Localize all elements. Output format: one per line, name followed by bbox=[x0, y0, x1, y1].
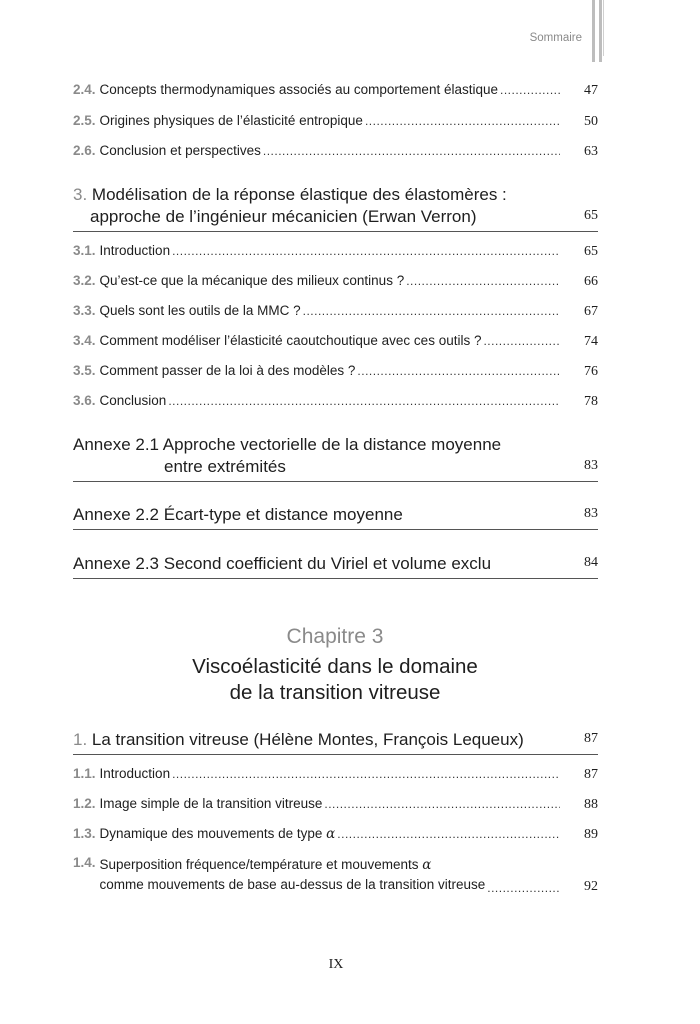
chapter-title bbox=[0, 654, 670, 706]
header-bar bbox=[603, 0, 604, 56]
chapter-label: Chapitre 3 bbox=[286, 625, 384, 648]
annexe-title: Annexe 2.3 Second coefficient du Viriel et volume exclu bbox=[73, 554, 492, 573]
section-number: 1. bbox=[73, 730, 88, 749]
leader-dots bbox=[483, 333, 560, 348]
annexe-title-line1: Annexe 2.1 Approche vectorielle de la distance moyenne bbox=[73, 435, 502, 454]
toc-entry-3-5[interactable]: 3.5. Comment passer de la loi à des modèles ? ..... 76 bbox=[73, 363, 598, 380]
leader-dots bbox=[168, 393, 560, 408]
leader-dots bbox=[337, 826, 560, 841]
page-number: IX bbox=[328, 957, 344, 972]
leader-dots bbox=[406, 273, 560, 288]
alpha-symbol: α bbox=[422, 857, 432, 873]
annexe-page: 83 bbox=[584, 506, 598, 521]
annexe-page: 83 bbox=[584, 458, 598, 473]
running-header: Sommaire bbox=[529, 32, 582, 44]
toc-annexe-2-2[interactable] bbox=[73, 504, 598, 530]
section-number: 3. bbox=[73, 185, 88, 204]
section-title-line1: Modélisation de la réponse élastique des élastomères : bbox=[91, 185, 507, 204]
toc-entry-1-4[interactable]: 1.4. Superposition fréquence/température et mouvements α comme mouvements de base au-dessus de la transition vitreuse ..... 92 bbox=[73, 855, 598, 895]
annexe-page: 84 bbox=[584, 555, 598, 570]
leader-dots bbox=[303, 303, 560, 318]
annexe-title-line2: entre extrémités bbox=[164, 457, 286, 476]
toc-entry-1-3[interactable]: 1.3. Dynamique des mouvements de type α ..... 89 bbox=[73, 826, 598, 843]
leader-dots bbox=[172, 243, 560, 258]
toc-section-1[interactable] bbox=[73, 729, 598, 755]
leader-dots bbox=[324, 796, 560, 811]
header-bar bbox=[599, 0, 602, 62]
toc-entry-3-2[interactable]: 3.2. Qu’est-ce que la mécanique des milieux continus ? ..... 66 bbox=[73, 273, 598, 290]
toc-entry-1-2[interactable]: 1.2. Image simple de la transition vitreuse ..... 88 bbox=[73, 796, 598, 813]
toc-entry-2-6[interactable]: 2.6. Conclusion et perspectives ..... 63 bbox=[73, 143, 598, 160]
chapter-title-line1: Viscoélasticité dans le domaine bbox=[192, 655, 478, 678]
section-page: 87 bbox=[584, 731, 598, 746]
section-page: 65 bbox=[584, 208, 598, 223]
toc-entry-3-4[interactable]: 3.4. Comment modéliser l’élasticité caoutchoutique avec ces outils ? ..... 74 bbox=[73, 333, 598, 350]
annexe-title: Annexe 2.2 Écart-type et distance moyenne bbox=[73, 505, 403, 524]
leader-dots bbox=[500, 82, 560, 97]
toc-section-3[interactable] bbox=[73, 184, 598, 232]
header-bar bbox=[592, 0, 595, 62]
toc-entry-3-1[interactable]: 3.1. Introduction ..... 65 bbox=[73, 243, 598, 260]
section-title-line2: approche de l’ingénieur mécanicien (Erwan Verron) bbox=[90, 207, 477, 226]
leader-dots bbox=[172, 766, 560, 781]
alpha-symbol: α bbox=[326, 826, 336, 842]
leader-dots bbox=[487, 880, 560, 895]
leader-dots bbox=[365, 113, 560, 128]
leader-dots bbox=[263, 143, 560, 158]
toc-entry-2-4[interactable]: 2.4. Concepts thermodynamiques associés au comportement élastique ..... 47 bbox=[73, 82, 598, 99]
toc-entry-3-3[interactable]: 3.3. Quels sont les outils de la MMC ? ..... 67 bbox=[73, 303, 598, 320]
section-title: La transition vitreuse (Hélène Montes, François Lequeux) bbox=[91, 730, 524, 749]
toc-entry-1-1[interactable]: 1.1. Introduction ..... 87 bbox=[73, 766, 598, 783]
toc-annexe-2-3[interactable] bbox=[73, 553, 598, 579]
chapter-title-line2: de la transition vitreuse bbox=[229, 681, 441, 704]
leader-dots bbox=[357, 363, 560, 378]
toc-entry-2-5[interactable]: 2.5. Origines physiques de l’élasticité entropique ..... 50 bbox=[73, 113, 598, 130]
toc-entry-3-6[interactable]: 3.6. Conclusion ..... 78 bbox=[73, 393, 598, 410]
toc-annexe-2-1[interactable] bbox=[73, 434, 598, 482]
